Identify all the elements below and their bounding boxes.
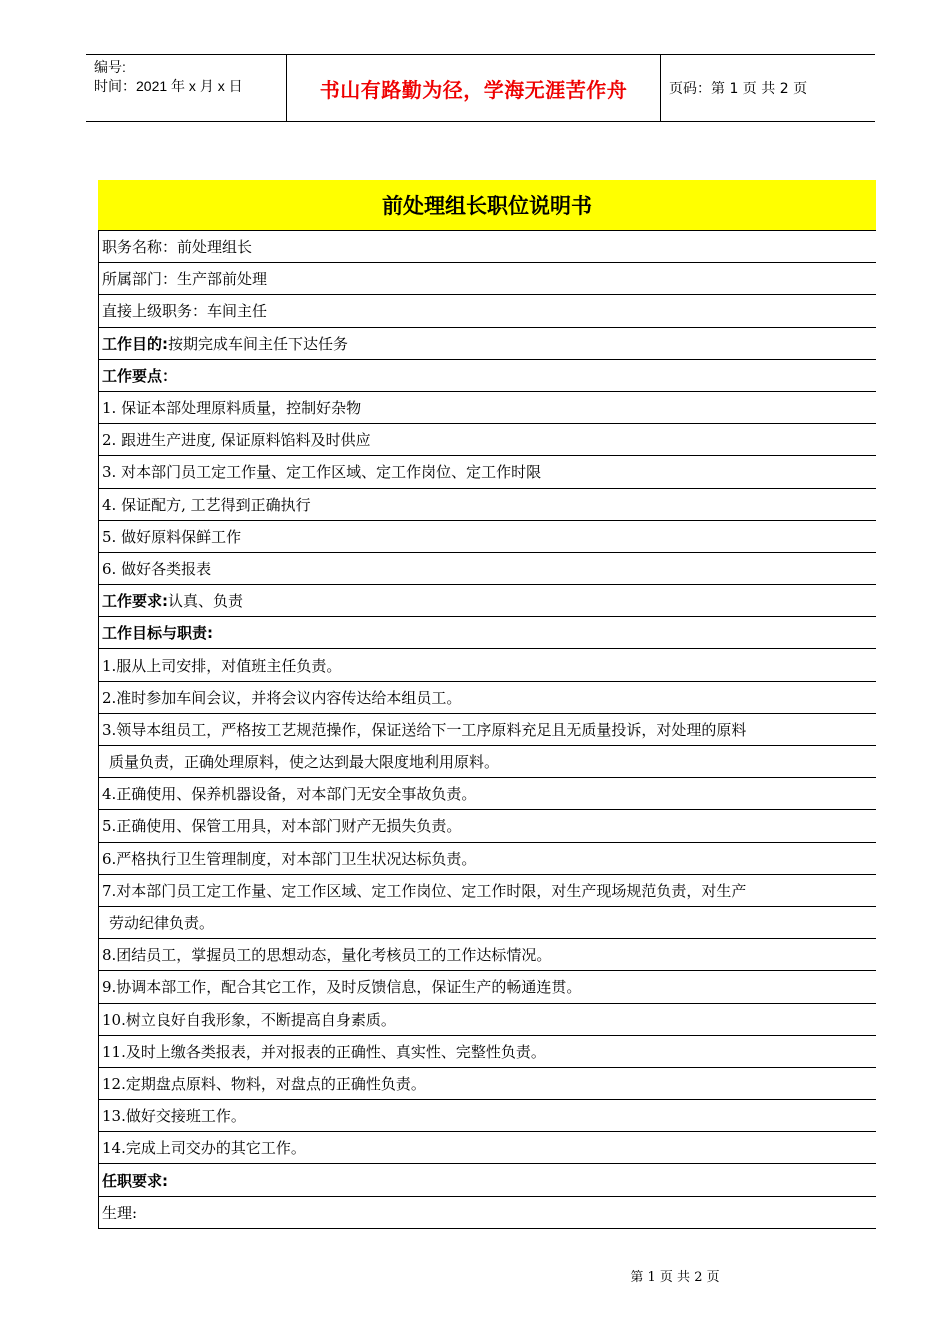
row-text: 8.团结员工，掌握员工的思想动态，量化考核员工的工作达标情况。 xyxy=(102,946,552,965)
page-header xyxy=(86,54,875,122)
table-row xyxy=(99,682,876,714)
header-meta xyxy=(86,55,286,121)
table-row xyxy=(99,875,876,907)
table-row xyxy=(99,1036,876,1068)
row-text: 1. 保证本部处理原料质量，控制好杂物 xyxy=(102,399,362,418)
table-row xyxy=(99,1100,876,1132)
row-text: 5.正确使用、保管工用具，对本部门财产无损失负责。 xyxy=(102,817,462,836)
header-motto: 书山有路勤为径，学海无涯苦作舟 xyxy=(319,77,628,102)
row-text: 7.对本部门员工定工作量、定工作区域、定工作岗位、定工作时限，对生产现场规范负责，对生产 xyxy=(102,881,747,900)
table-row xyxy=(99,585,876,617)
row-text: 6. 做好各类报表 xyxy=(102,559,212,578)
row-label: 任职要求: xyxy=(102,1171,168,1190)
table-row xyxy=(99,328,876,360)
table-row xyxy=(99,392,876,424)
row-text: 6.严格执行卫生管理制度，对本部门卫生状况达标负责。 xyxy=(102,849,477,868)
row-text: 劳动纪律负责。 xyxy=(109,914,215,933)
row-text: 直接上级职务：车间主任 xyxy=(102,302,268,321)
row-text: 4.正确使用、保养机器设备，对本部门无安全事故负责。 xyxy=(102,785,477,804)
table-row xyxy=(99,971,876,1003)
table-row xyxy=(99,843,876,875)
document-title: 前处理组长职位说明书 xyxy=(98,180,876,231)
row-text: 2. 跟进生产进度, 保证原料馅料及时供应 xyxy=(102,431,371,450)
table-row xyxy=(99,617,876,649)
row-label: 工作要求: xyxy=(102,592,168,611)
row-text: 5. 做好原料保鲜工作 xyxy=(102,527,242,546)
number-label: 编号: xyxy=(94,59,126,75)
table-row xyxy=(99,714,876,746)
table-row xyxy=(99,1197,876,1229)
row-text: 14.完成上司交办的其它工作。 xyxy=(102,1139,306,1158)
table-row xyxy=(99,360,876,392)
row-text: 2.准时参加车间会议，并将会议内容传达给本组员工。 xyxy=(102,688,462,707)
row-text: 所属部门：生产部前处理 xyxy=(102,270,268,289)
table-row xyxy=(99,939,876,971)
row-label: 工作要点： xyxy=(102,366,178,385)
table-row xyxy=(99,746,876,778)
row-text: 质量负责，正确处理原料，使之达到最大限度地利用原料。 xyxy=(109,753,500,772)
table-row xyxy=(99,553,876,585)
table-row xyxy=(99,231,876,263)
row-text: 3.领导本组员工，严格按工艺规范操作，保证送给下一工序原料充足且无质量投诉，对处理的原料 xyxy=(102,720,747,739)
table-row xyxy=(99,295,876,327)
row-text: 职务名称：前处理组长 xyxy=(102,238,253,257)
job-description-table xyxy=(98,180,876,1229)
row-text: 3. 对本部门员工定工作量、定工作区域、定工作岗位、定工作时限 xyxy=(102,463,542,482)
row-label: 工作目标与职责: xyxy=(102,624,213,643)
table-row xyxy=(99,810,876,842)
table-rows xyxy=(98,231,876,1229)
table-row xyxy=(99,1164,876,1196)
row-text: 11.及时上缴各类报表，并对报表的正确性、真实性、完整性负责。 xyxy=(102,1042,546,1061)
row-text: 13.做好交接班工作。 xyxy=(102,1107,246,1126)
table-row xyxy=(99,1132,876,1164)
row-text: 按期完成车间主任下达任务 xyxy=(168,334,349,353)
table-row xyxy=(99,649,876,681)
table-row xyxy=(99,489,876,521)
row-text: 认真、负责 xyxy=(168,592,244,611)
row-text: 生理: xyxy=(102,1203,138,1222)
table-row xyxy=(99,1004,876,1036)
row-text: 1.服从上司安排，对值班主任负责。 xyxy=(102,656,342,675)
table-row xyxy=(99,424,876,456)
row-text: 4. 保证配方, 工艺得到正确执行 xyxy=(102,495,311,514)
time-label: 时间：2021 年 x 月 x 日 xyxy=(94,78,243,94)
row-text: 10.树立良好自我形象，不断提高自身素质。 xyxy=(102,1010,396,1029)
table-row xyxy=(99,456,876,488)
header-page-code: 页码：第 1 页 共 2 页 xyxy=(669,81,808,97)
table-row xyxy=(99,521,876,553)
table-row xyxy=(99,263,876,295)
row-text: 9.协调本部工作，配合其它工作，及时反馈信息，保证生产的畅通连贯。 xyxy=(102,978,582,997)
row-text: 12.定期盘点原料、物料，对盘点的正确性负责。 xyxy=(102,1074,426,1093)
row-label: 工作目的: xyxy=(102,334,168,353)
table-row xyxy=(99,1068,876,1100)
page-footer: 第 1 页 共 2 页 xyxy=(630,1270,720,1285)
table-row xyxy=(99,778,876,810)
table-row xyxy=(99,907,876,939)
